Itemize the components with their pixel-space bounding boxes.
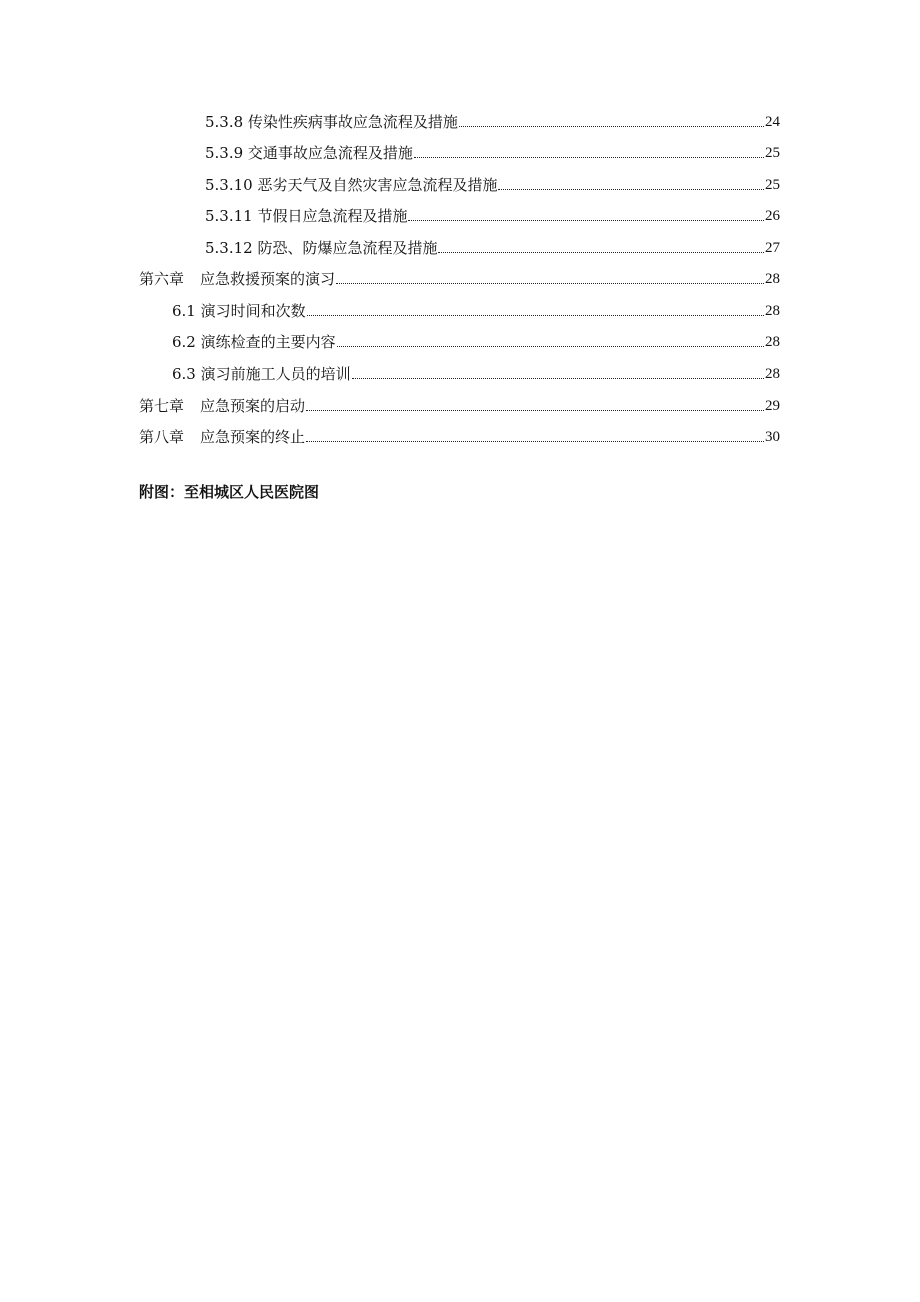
toc-entry-label: 5.3.11 节假日应急流程及措施 <box>205 207 408 225</box>
toc-entry-label: 6.2 演练检查的主要内容 <box>172 333 336 351</box>
dot-leader <box>414 157 764 158</box>
toc-chapter-label <box>139 268 335 290</box>
toc-entry-page: 30 <box>765 429 780 445</box>
toc-entry-6-2[interactable] <box>172 331 780 353</box>
chapter-title: 应急预案的终止 <box>200 428 306 446</box>
toc-entry-5-3-11[interactable] <box>205 205 780 227</box>
dot-leader <box>336 283 764 284</box>
chapter-number: 第七章 <box>139 397 185 415</box>
toc-entry-label: 5.3.10 恶劣天气及自然灾害应急流程及措施 <box>205 176 498 194</box>
chapter-number: 第八章 <box>139 428 185 446</box>
toc-entry-page: 28 <box>765 366 780 382</box>
dot-leader <box>408 220 764 221</box>
toc-entry-page: 27 <box>765 240 780 256</box>
toc-entry-6-1[interactable] <box>172 300 780 322</box>
dot-leader <box>352 378 764 379</box>
toc-chapter-7[interactable] <box>139 395 780 417</box>
toc-entry-5-3-9[interactable] <box>205 142 780 164</box>
toc-entry-5-3-12[interactable] <box>205 237 780 259</box>
dot-leader <box>459 126 764 127</box>
toc-entry-page: 28 <box>765 303 780 319</box>
toc-entry-page: 29 <box>765 398 780 414</box>
toc-entry-label: 5.3.12 防恐、防爆应急流程及措施 <box>205 239 438 257</box>
dot-leader <box>337 346 764 347</box>
toc-entry-label: 6.1 演习时间和次数 <box>172 302 306 320</box>
dot-leader <box>306 441 764 442</box>
toc-entry-page: 24 <box>765 114 780 130</box>
dot-leader <box>307 315 764 316</box>
toc-entry-6-3[interactable] <box>172 363 780 385</box>
appendix-heading: 附图：至相城区人民医院图 <box>139 483 320 501</box>
dot-leader <box>306 410 764 411</box>
toc-entry-5-3-10[interactable] <box>205 174 780 196</box>
toc-chapter-label <box>139 395 305 417</box>
toc-chapter-label <box>139 426 305 448</box>
toc-entry-page: 25 <box>765 177 780 193</box>
toc-chapter-6[interactable] <box>139 268 780 290</box>
dot-leader <box>438 252 764 253</box>
toc-entry-page: 26 <box>765 208 780 224</box>
chapter-title: 应急预案的启动 <box>200 397 306 415</box>
toc-entry-label: 5.3.9 交通事故应急流程及措施 <box>205 144 413 162</box>
toc-entry-page: 28 <box>765 334 780 350</box>
dot-leader <box>498 189 764 190</box>
toc-entry-label: 5.3.8 传染性疾病事故应急流程及措施 <box>205 113 458 131</box>
chapter-number: 第六章 <box>139 270 185 288</box>
toc-entry-page: 28 <box>765 271 780 287</box>
toc-entry-5-3-8[interactable] <box>205 111 780 133</box>
toc-entry-page: 25 <box>765 145 780 161</box>
chapter-title: 应急救援预案的演习 <box>200 270 336 288</box>
toc-chapter-8[interactable] <box>139 426 780 448</box>
toc-entry-label: 6.3 演习前施工人员的培训 <box>172 365 351 383</box>
